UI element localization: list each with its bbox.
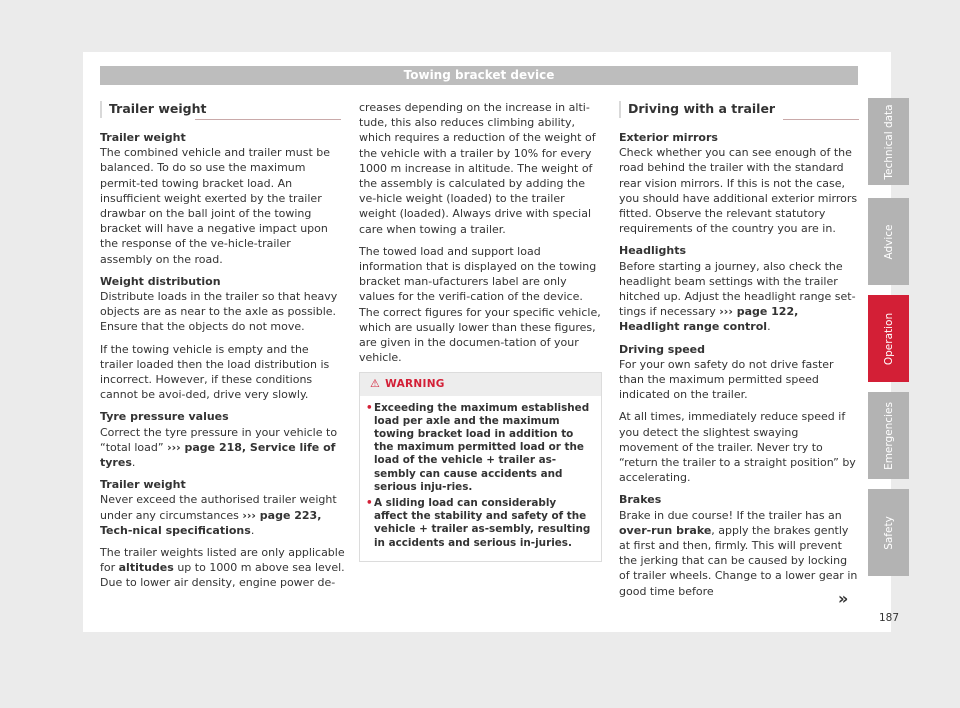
text-segment: . xyxy=(131,456,136,470)
middle-column xyxy=(359,100,602,562)
page-header: Towing bracket device xyxy=(100,66,858,85)
text-segment: . xyxy=(767,320,771,334)
warning-item xyxy=(366,401,591,494)
text-segment: Brake in due course! If the trailer has an xyxy=(619,508,842,522)
paragraph: For your own safety do not drive faster than the maximum permitted speed indicated on the trailer. xyxy=(619,357,834,402)
text-segment: up to 1000 m above sea level. Due to lower air density, engine power de- xyxy=(100,561,345,590)
paragraph: Distribute loads in the trailer so that heavy objects are as near to the axle as possible. Ensure that the objects do not move. xyxy=(100,290,338,334)
paragraph xyxy=(100,545,345,591)
bold-term: altitudes xyxy=(118,561,174,575)
warning-box xyxy=(359,372,602,561)
tab-label: Technical data xyxy=(882,103,895,180)
title-rule xyxy=(783,119,859,120)
text-segment: Correct the tyre pressure in your vehicle to “total load” xyxy=(100,425,338,454)
subheading: Trailer weight xyxy=(100,131,186,144)
paragraph: The combined vehicle and trailer must be balanced. To do so use the maximum permit-ted towing bracket load. An insufficient weight exerted by the trailer drawbar on the ball joint of the towing bracket will have a negative impact upon the response of the ve-hicle-trailer assembly on the road. xyxy=(100,146,331,266)
text-segment: , apply the brakes gently at first and then, firmly. This will prevent the jerking that can be caused by locking of trailer wheels. Change to a lower gear in good time before xyxy=(619,523,858,598)
bold-term: over-run brake xyxy=(619,523,712,537)
subheading: Brakes xyxy=(619,493,662,507)
text-segment: The trailer weights listed are only applicable for xyxy=(100,546,345,575)
section-title-text: Driving with a trailer xyxy=(628,101,776,116)
tab-advice[interactable] xyxy=(868,198,909,285)
subheading: Exterior mirrors xyxy=(619,131,718,144)
left-column xyxy=(100,130,345,598)
cross-reference-link[interactable]: ››› page 218, Service life of tyres xyxy=(100,440,336,470)
tab-label: Emergencies xyxy=(882,401,895,470)
title-bar xyxy=(619,101,621,118)
subheading: Headlights xyxy=(619,244,687,258)
paragraph: If the towing vehicle is empty and the trailer loaded then the load distribution is incorrect. However, if these conditions cannot be avoi-ded, drive very slowly. xyxy=(100,342,330,402)
title-rule xyxy=(195,119,341,120)
text-segment: Before starting a journey, also check the headlight beam settings with the trailer hitched up. Adjust the headlight range set-tings if necessary xyxy=(619,259,856,319)
subheading: Driving speed xyxy=(619,342,706,356)
paragraph xyxy=(100,492,345,538)
text-segment: . xyxy=(250,523,255,537)
cross-reference-link[interactable]: ››› page 122, Headlight range control xyxy=(619,305,799,334)
paragraph: Check whether you can see enough of the road behind the trailer with the standard rear vision mirrors. If this is not the case, you should have additional exterior mirrors fitted. Observe the relevant statutory requirements of the country you are in. xyxy=(619,146,858,236)
section-title-driving-with-trailer xyxy=(628,101,775,116)
paragraph: The towed load and support load information that is displayed on the towing bracket man-ufacturers label are only values for the verifi-cation of the device. The correct figures for your specific vehicle, which are usually lower than these figures, are given in the documen-tation of your vehicle. xyxy=(359,244,601,365)
warning-header xyxy=(360,373,601,395)
page-number: 187 xyxy=(879,612,900,624)
subheading: Trailer weight xyxy=(100,478,186,492)
right-column xyxy=(619,130,861,606)
tab-safety[interactable] xyxy=(868,489,909,576)
tab-technical-data[interactable] xyxy=(868,98,909,185)
section-title-text: Trailer weight xyxy=(109,101,207,116)
warning-text: Exceeding the maximum established load per axle and the maximum towing bracket load in addition to the maximum permitted load or the load of the vehicle + trailer as-sembly can cause accidents and serious inju-ries. xyxy=(374,401,590,493)
warning-item xyxy=(366,497,591,550)
bullet-icon: • xyxy=(366,497,373,510)
tab-emergencies[interactable] xyxy=(868,392,909,479)
subheading: Tyre pressure values xyxy=(100,410,229,424)
warning-text: A sliding load can considerably affect the stability and safety of the vehicle + trailer as-sembly, resulting in accidents and serious in-juries. xyxy=(374,497,591,549)
tab-label: Operation xyxy=(882,312,895,365)
section-title-trailer-weight xyxy=(109,101,206,116)
paragraph xyxy=(619,508,861,599)
tab-operation[interactable] xyxy=(868,295,909,382)
tab-label: Safety xyxy=(882,515,895,550)
cross-reference-link[interactable]: ››› page 223, Tech-nical specifications xyxy=(100,508,322,537)
tab-label: Advice xyxy=(882,223,895,260)
warning-icon: ⚠ xyxy=(370,377,381,391)
warning-list xyxy=(360,396,601,561)
paragraph xyxy=(619,259,861,335)
warning-label: WARNING xyxy=(385,378,445,391)
bullet-icon: • xyxy=(366,401,373,414)
paragraph: At all times, immediately reduce speed if you detect the slightest swaying movement of the trailer. Never try to “return the trailer to a straight position” by accelerating. xyxy=(619,410,856,485)
paragraph: creases depending on the increase in alti-tude, this also reduces climbing ability, which requires a reduction of the weight of the vehicle with a trailer by 10% for every 1000 m increase in altitude. The weight of the assembly is calculated by adding the ve-hicle weight (loaded) to the trailer weight (loaded). Always drive with special care when towing a trailer. xyxy=(359,101,596,236)
subheading: Weight distribution xyxy=(100,274,221,288)
text-segment: Never exceed the authorised trailer weight under any circumstances xyxy=(100,493,337,522)
continue-mark: » xyxy=(838,589,849,608)
title-bar xyxy=(100,101,102,118)
paragraph xyxy=(100,425,345,471)
